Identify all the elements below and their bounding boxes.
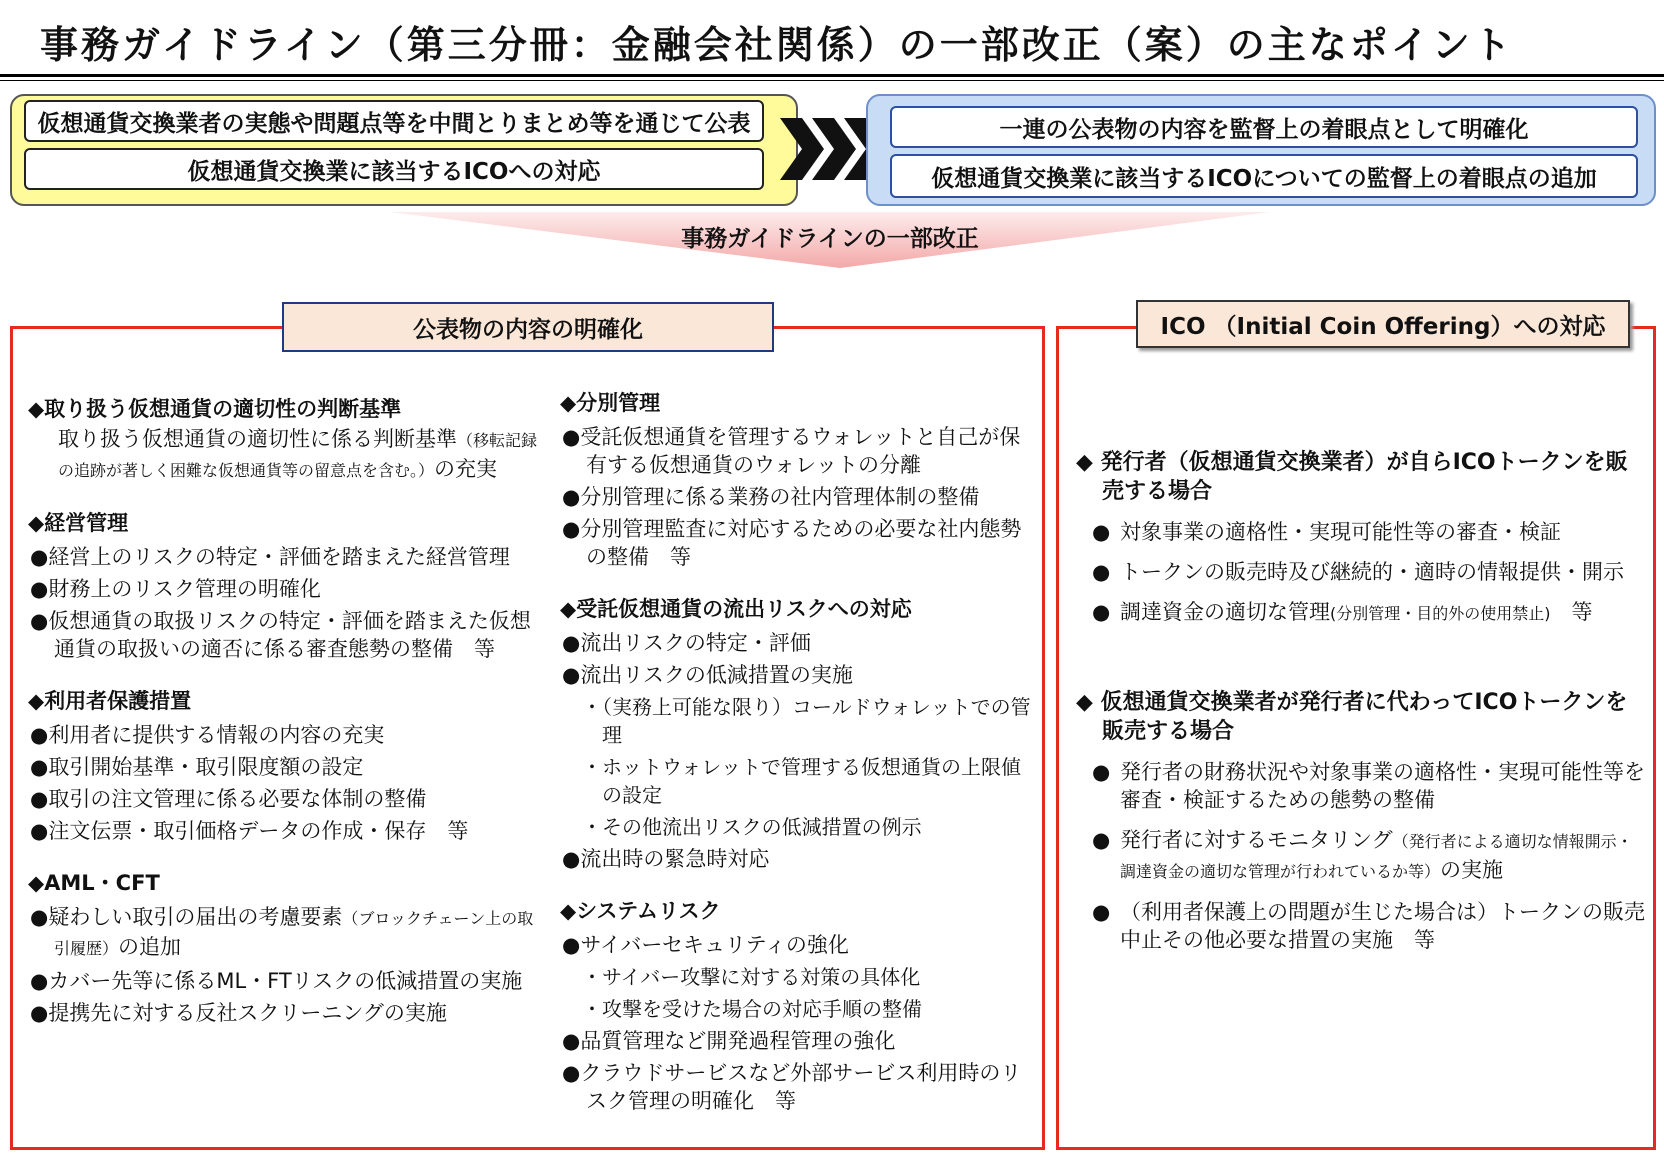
sub-item: ・サイバー攻撃に対する対策の具体化 [582,965,921,989]
list-item: ●クラウドサービスなど外部サービス利用時のリスク管理の明確化 等 [562,1061,1022,1113]
clarification-header: 公表物の内容の明確化 [282,302,774,352]
page-title: 事務ガイドライン（第三分冊：金融会社関係）の一部改正（案）の主なポイント [40,23,1514,67]
list-item: ●受託仮想通貨を管理するウォレットと自己が保有する仮想通貨のウォレットの分離 [562,425,1021,477]
sub-item: ・ホットウォレットで管理する仮想通貨の上限値の設定 [582,755,1021,807]
list-item: ●分別管理監査に対応するための必要な社内態勢の整備 等 [562,517,1022,569]
middle-column [560,387,1040,1115]
sub-item: ・（実務上可能な限り）コールドウォレットでの管理 [582,695,1031,747]
list-item: ●提携先に対する反社スクリーニングの実施 [30,1001,447,1025]
left-column [28,393,548,1027]
list-item: ● トークンの販売時及び継続的・適時の情報提供・開示 [1092,560,1624,584]
list-item: ●サイバーセキュリティの強化 [562,933,849,957]
list-item: ●疑わしい取引の届出の考慮要素（ブロックチェーン上の取引履歴）の追加 [30,905,534,959]
list-item: ●経営上のリスクの特定・評価を踏まえた経営管理 [30,545,510,569]
list-item: ●注文伝票・取引価格データの作成・保存 等 [30,819,469,843]
supervision-box-clarify: 一連の公表物の内容を監督上の着眼点として明確化 [890,106,1638,148]
list-item: ● 発行者に対するモニタリング（発行者による適切な情報開示・調達資金の適切な管理が行われているか等）の実施 [1092,828,1633,882]
list-item: ●流出リスクの低減措置の実施 [562,663,853,687]
list-item: ●分別管理に係る業務の社内管理体制の整備 [562,485,980,509]
issue-box-ico: 仮想通貨交換業に該当するICOへの対応 [24,148,764,190]
sub-item: ・その他流出リスクの低減措置の例示 [582,815,922,839]
ico-column [1076,448,1646,954]
funnel-label: 事務ガイドラインの一部改正 [681,226,979,252]
list-item: ●品質管理など開発過程管理の強化 [562,1029,896,1053]
sub-item: ・攻撃を受けた場合の対応手順の整備 [582,997,922,1021]
section-title: ◆取り扱う仮想通貨の適切性の判断基準 [28,397,402,421]
title-rule [0,74,1664,77]
list-item: ● 発行者の財務状況や対象事業の適格性・実現可能性等を審査・検証するための態勢の整備 [1092,760,1645,812]
section-title: ◆経営管理 [28,511,129,535]
ico-header: ICO （Initial Coin Offering）への対応 [1136,300,1630,348]
title-rule-thin [0,80,1664,81]
list-item: ●仮想通貨の取扱リスクの特定・評価を踏まえた仮想通貨の取扱いの適否に係る審査態勢の整備 等 [30,609,531,661]
section-title: ◆分別管理 [560,391,661,415]
list-item: ●財務上のリスク管理の明確化 [30,577,321,601]
section-title: ◆AML・CFT [28,871,160,895]
list-item: ● 調達資金の適切な管理(分別管理・目的外の使用禁止) 等 [1092,600,1593,624]
list-item: ●流出リスクの特定・評価 [562,631,811,655]
section-title: ◆ 発行者（仮想通貨交換業者）が自らICOトークンを販売する場合 [1076,450,1628,504]
section-title: ◆利用者保護措置 [28,689,192,713]
section-title: ◆ 仮想通貨交換業者が発行者に代わってICOトークンを販売する場合 [1076,690,1628,744]
section-title: ◆システムリスク [560,899,721,923]
list-item: ● （利用者保護上の問題が生じた場合は）トークンの販売中止その他必要な措置の実施 等 [1092,900,1645,952]
issue-box-publication: 仮想通貨交換業者の実態や問題点等を中間とりまとめ等を通じて公表 [24,100,764,142]
supervision-box-ico: 仮想通貨交換業に該当するICOについての監督上の着眼点の追加 [890,154,1638,198]
list-item: ●取引開始基準・取引限度額の設定 [30,755,364,779]
section-text: 取り扱う仮想通貨の適切性に係る判断基準（移転記録の追跡が著しく困難な仮想通貨等の留意点を含む。）の充実 [58,427,538,481]
list-item: ●利用者に提供する情報の内容の充実 [30,723,385,747]
list-item: ●流出時の緊急時対応 [562,847,770,871]
list-item: ●取引の注文管理に係る必要な体制の整備 [30,787,427,811]
section-title: ◆受託仮想通貨の流出リスクへの対応 [560,597,912,621]
list-item: ●カバー先等に係るML・FTリスクの低減措置の実施 [30,969,523,993]
list-item: ● 対象事業の適格性・実現可能性等の審査・検証 [1092,520,1561,544]
